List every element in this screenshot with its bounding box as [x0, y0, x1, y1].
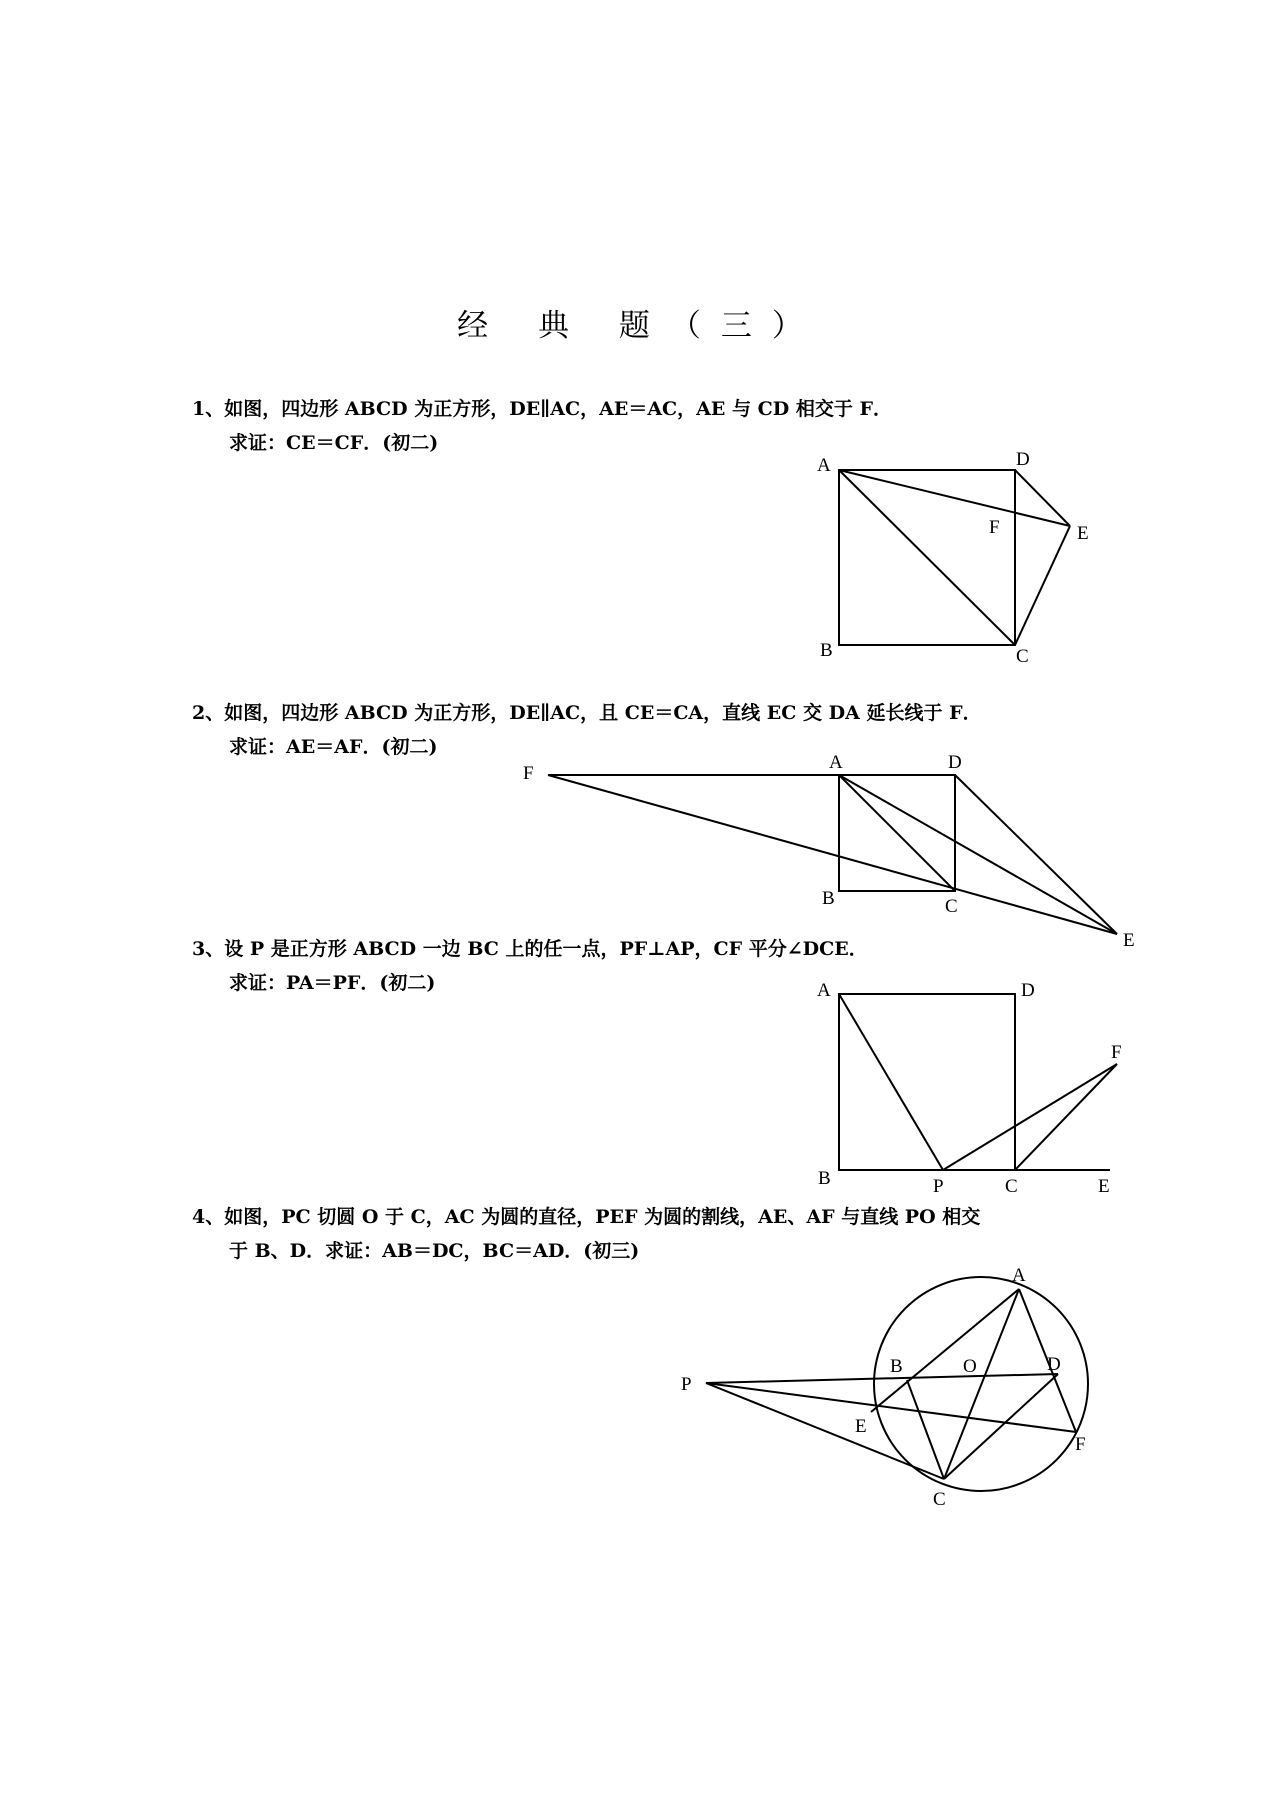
figure-2: [523, 752, 1135, 951]
fig2-label-b: B: [822, 888, 835, 909]
fig1-diagonal-ac: [839, 470, 1015, 645]
fig4-tangent-pc: [706, 1383, 944, 1479]
fig2-label-e: E: [1123, 930, 1135, 951]
problem-3-statement: 设 P 是正方形 ABCD 一边 BC 上的任一点，PF⊥AP，CF 平分∠DCE．: [224, 938, 868, 960]
fig1-segment-de: [1015, 470, 1070, 526]
figure-4: [681, 1265, 1088, 1510]
fig3-segment-ap: [839, 994, 943, 1170]
fig2-label-c: C: [945, 896, 958, 917]
problem-2-number: 2、: [192, 702, 225, 724]
figure-3: [817, 980, 1122, 1197]
fig4-segment-bc: [907, 1380, 944, 1479]
fig4-label-c: C: [933, 1489, 946, 1510]
fig3-label-b: B: [818, 1168, 831, 1189]
fig1-label-d: D: [1016, 449, 1030, 470]
problem-4-number: 4、: [192, 1206, 225, 1228]
fig4-label-e: E: [855, 1416, 867, 1437]
fig1-label-e: E: [1077, 523, 1089, 544]
fig2-label-d: D: [948, 752, 962, 773]
figure-1: [817, 449, 1089, 667]
fig1-label-a: A: [817, 455, 831, 476]
fig4-label-d: D: [1047, 1354, 1061, 1375]
fig4-line-po: [706, 1374, 1058, 1383]
fig1-label-f: F: [989, 517, 1000, 538]
fig3-label-a: A: [817, 980, 831, 1001]
fig3-label-c: C: [1005, 1176, 1018, 1197]
fig4-segment-ae: [871, 1289, 1019, 1412]
problem-1-number: 1、: [192, 398, 225, 420]
problem-1-statement: 如图，四边形 ABCD 为正方形，DE∥AC，AE＝AC，AE 与 CD 相交于 F．: [224, 398, 892, 420]
fig2-label-a: A: [829, 752, 843, 773]
problem-1-prove: 求证：CE＝CF．(初二): [229, 432, 439, 454]
page-title: 经 典 题（三）: [457, 308, 823, 344]
fig4-diameter-ac: [944, 1289, 1019, 1479]
fig2-line-fe: [548, 775, 1117, 934]
fig4-label-a: A: [1012, 1265, 1026, 1286]
fig2-label-f: F: [523, 763, 534, 784]
fig3-label-f: F: [1111, 1042, 1122, 1063]
fig4-label-p: P: [681, 1374, 692, 1395]
fig1-label-b: B: [820, 640, 833, 661]
problem-3-number: 3、: [192, 938, 225, 960]
fig1-segment-ce: [1015, 526, 1070, 645]
fig1-segment-ae: [839, 470, 1070, 526]
fig2-diagonal-ac: [839, 775, 955, 891]
problem-2-statement: 如图，四边形 ABCD 为正方形，DE∥AC，且 CE＝CA，直线 EC 交 DA 延长线于 F．: [224, 702, 982, 724]
fig4-label-b: B: [890, 1356, 903, 1377]
fig3-label-d: D: [1021, 980, 1035, 1001]
problem-4-statement: 如图，PC 切圆 O 于 C，AC 为圆的直径，PEF 为圆的割线，AE、AF 与直线 PO 相交: [224, 1206, 981, 1228]
fig4-label-f: F: [1075, 1434, 1086, 1455]
fig1-label-c: C: [1016, 646, 1029, 667]
fig4-label-o: O: [963, 1356, 977, 1377]
fig3-label-p: P: [933, 1176, 944, 1197]
problem-4-prove: 于 B、D．求证：AB＝DC，BC＝AD．(初三): [229, 1240, 640, 1262]
problem-2-prove: 求证：AE＝AF．(初二): [229, 736, 438, 758]
fig3-label-e: E: [1098, 1176, 1110, 1197]
problem-3-prove: 求证：PA＝PF．(初二): [229, 972, 436, 994]
